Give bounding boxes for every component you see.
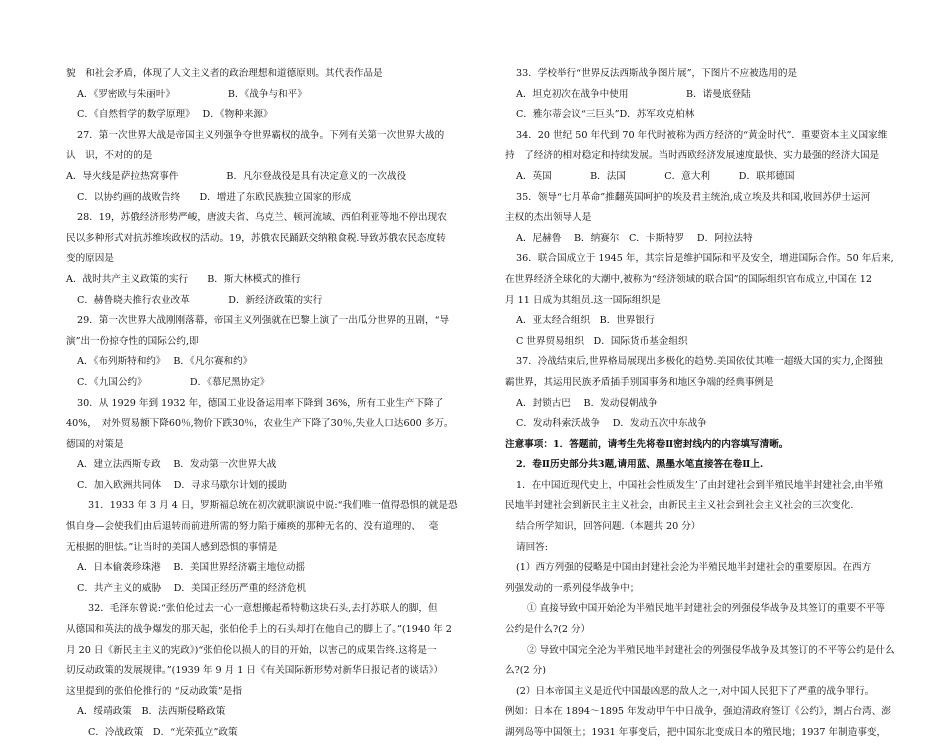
right-column-line: A．亚太经合组织 B．世界银行 bbox=[516, 315, 655, 327]
left-column-line: A．绥靖政策 B．法西斯侵略政策 bbox=[77, 706, 226, 718]
right-column-line: (2）日本帝国主义是近代中国最凶恶的敌人之一,对中国人民犯下了严重的战争罪行。 bbox=[516, 685, 875, 697]
right-column-line: A．坦克初次在战争中使用 B．诺曼底登陆 bbox=[516, 88, 751, 100]
left-column-line: C．赫鲁晓夫推行农业改革 D．新经济政策的实行 bbox=[77, 294, 323, 306]
left-column-line: 32．毛泽东曾说:“张伯伦过去一心一意想搬起希特勒这块石头,去打苏联人的脚，但 bbox=[88, 603, 438, 615]
left-column-line: C．加入欧洲共同体 D．寻求马歇尔计划的援助 bbox=[77, 479, 287, 491]
right-column-line: 月 11 日成为其组员.这一国际组织是 bbox=[505, 294, 661, 306]
right-column bbox=[505, 64, 905, 744]
right-column-line: A．英国 B．法国 C．意大利 D．联邦德国 bbox=[516, 170, 795, 182]
left-column-line: 月 20 日《新民主主义的宪政》)“张伯伦以损人的目的开始，以害己的成果告终.这将是一 bbox=[66, 644, 437, 656]
right-column-line: 35．领导“七月革命”推翻英国呵护的埃及君主统治,成立埃及共和国,收回苏伊士运河 bbox=[516, 191, 871, 203]
left-column bbox=[66, 64, 471, 744]
left-column-line: A．《布列斯特和约》 B．《凡尔赛和约》 bbox=[77, 356, 253, 368]
right-column-line: 霸世界，其运用民族矛盾插手别国事务和地区争端的经典事例是 bbox=[505, 376, 774, 388]
right-column-line: 结合所学知识，回答问题.（本题共 20 分） bbox=[516, 521, 701, 533]
right-column-line: C 世界贸易组织 D．国际货币基金组织 bbox=[516, 335, 688, 347]
left-column-line: A．战时共产主义政策的实行 B．斯大林模式的推行 bbox=[66, 273, 301, 285]
left-column-line: 29．第一次世界大战刚刚落幕，帝国主义列强就在巴黎上演了一出瓜分世界的丑剧，“导 bbox=[77, 315, 450, 327]
left-column-line: 德国的对策是 bbox=[66, 438, 124, 450]
left-column-line: 认 识，不对的的是 bbox=[66, 150, 153, 162]
right-column-line: 公约是什么?(2 分） bbox=[505, 624, 591, 636]
left-column-line: 28．19，苏俄经济形势严峻，唐波夫省、乌克兰、顿河流域、西伯利亚等地不停出现农 bbox=[77, 212, 447, 224]
left-column-line: 31．1933 年 3 月 4 日，罗斯福总统在初次就职演说中说:“我们唯一值得恐惧的就是恐 bbox=[88, 500, 458, 512]
left-column-line: 演”出一份掠夺性的国际公约,即 bbox=[66, 335, 199, 347]
left-column-line: A．日本偷袭珍珠港 B．美国世界经济霸主地位动摇 bbox=[77, 562, 306, 574]
right-column-line: 注意事项：1．答题前，请考生先将卷Ⅱ密封线内的内容填写清晰。 bbox=[505, 438, 789, 450]
left-column-line: C．冷战政策 D．“光荣孤立”政策 bbox=[88, 727, 238, 738]
right-column-line: C．发动科索沃战争 D．发动五次中东战争 bbox=[516, 418, 707, 430]
right-column-line: 列强发动的一系列侵华战争中； bbox=[505, 582, 640, 594]
right-column-line: ② 导致中国完全沦为半殖民地半封建社会的列强侵华战争及其签订的不平等公约是什么 bbox=[527, 644, 895, 656]
left-column-line: 27．第一次世界大战是帝国主义列强争夺世界霸权的战争。下列有关第一次世界大战的 bbox=[77, 129, 445, 141]
right-column-line: 么?(2 分) bbox=[505, 665, 546, 677]
right-column-line: 主权的杰出领导人是 bbox=[505, 212, 592, 224]
right-column-line: (1）西方列强的侵略是中国由封建社会沦为半殖民地半封建社会的重要原因。在西方 bbox=[516, 562, 872, 574]
left-column-line: 从德国和英法的战争爆发的那天起，张伯伦手上的石头却打在他自己的脚上了。”(1940 年 2 bbox=[66, 624, 452, 636]
left-column-line: 切反动政策的发展规律。”(1939 年 9 月 1 日《有关国际新形势对新华日报记者的谈话》） bbox=[66, 665, 444, 677]
right-column-line: 民地半封建社会到新民主主义社会，由新民主主义社会到社会主义社会的三次变化. bbox=[505, 500, 854, 512]
right-column-line: C．雅尔蒂会议“三巨头”D．苏军攻克柏林 bbox=[516, 109, 695, 121]
left-column-line: 这里提到的张伯伦推行的 “反动政策”是指 bbox=[66, 685, 242, 697]
right-column-line: A．封锁古巴 B．发动侵朝战争 bbox=[516, 397, 658, 409]
left-column-line: 无根据的胆怯。”让当时的美国人感到恐惧的事情是 bbox=[66, 541, 278, 553]
left-column-line: 貌 和社会矛盾，体现了人文主义者的政治理想和道德原则。其代表作品是 bbox=[66, 68, 383, 79]
left-column-line: A．《罗密欧与朱丽叶》 B．《战争与和平》 bbox=[77, 88, 307, 100]
right-column-line: 36．联合国成立于 1945 年，其宗旨是维护国际和平及安全，增进国际合作。50 年后来, bbox=[516, 253, 894, 265]
left-column-line: 40%， 对外贸易额下降60％,物价下跌30％，农业生产下降了30％,失业人口达600 多万。 bbox=[66, 418, 454, 430]
left-column-line: 30．从 1929 年到 1932 年，德国工业设备运用率下降到 36%，所有工业生产下降了 bbox=[77, 397, 444, 409]
right-column-line: 37．冷战结束后,世界格局展现出多极化的趋势.美国依仗其唯一超级大国的实力,企图独 bbox=[516, 356, 883, 368]
left-column-line: C．共产主义的威胁 D．美国正经历严重的经济危机 bbox=[77, 582, 307, 594]
right-column-line: 例如：日本在 1894～1895 年发动甲午中日战争，强迫清政府签订《公约》，割占台湾、澎 bbox=[505, 706, 891, 718]
left-column-line: C．《九国公约》 D．《慕尼黑协定》 bbox=[77, 376, 270, 388]
left-column-line: A．建立法西斯专政 B．发动第一次世界大战 bbox=[77, 459, 277, 471]
left-column-line: C．以协约画的战败告终 D．增进了东欧民族独立国家的形成 bbox=[77, 191, 352, 203]
left-column-line: C．《自然哲学的数学原理》 D．《物种来源》 bbox=[77, 109, 273, 121]
right-column-line: 2．卷Ⅱ历史部分共3题,请用蓝、黑墨水笔直接答在卷Ⅱ上. bbox=[516, 459, 764, 471]
right-column-line: A．尼赫鲁 B．纳赛尔 C．卡斯特罗 D．阿拉法特 bbox=[516, 232, 753, 244]
left-column-line: 惧自身—会使我们由后退转而前进所需的努力陷于瘫痪的那种无名的、没有道理的、 毫 bbox=[66, 521, 439, 533]
left-column-line: A．导火线是萨拉热窝事件 B．凡尔登战役是具有决定意义的一次战役 bbox=[66, 170, 407, 182]
right-column-line: 1．在中国近现代史上，中国社会性质发生’了由封建社会到半殖民地半封建社会,由半殖 bbox=[516, 479, 884, 491]
left-column-line: 变的原因是 bbox=[66, 253, 114, 265]
right-column-line: ① 直接导致中国开始沦为半殖民地半封建社会的列强侵华战争及其签订的重要不平等 bbox=[527, 603, 886, 615]
right-column-line: 在世界经济全球化的大潮中,被称为“经济领域的联合国”的国际组织官布成立,中国在 12 bbox=[505, 273, 872, 285]
right-column-line: 持 了经济的相对稳定和持续发展。当时西欧经济发展速度最快、实力最强的经济大国是 bbox=[505, 150, 880, 162]
right-column-line: 34．20 世纪 50 年代到 70 年代时被称为西方经济的“黄金时代”．重要资本主义国家维 bbox=[516, 129, 888, 141]
right-column-line: 湖列岛等中国领土；1931 年事变后，把中国东北变成日本的殖民地；1937 年制造事变， bbox=[505, 727, 887, 738]
right-column-line: 请回答: bbox=[516, 541, 549, 553]
right-column-line: 33．学校举行“世界反法西斯战争图片展”，下图片不应被选用的是 bbox=[516, 68, 798, 79]
left-column-line: 民以多种形式对抗苏维埃政权的活动。19，苏俄农民踊跃交纳粮食税.导致苏俄农民态度转 bbox=[66, 232, 446, 244]
